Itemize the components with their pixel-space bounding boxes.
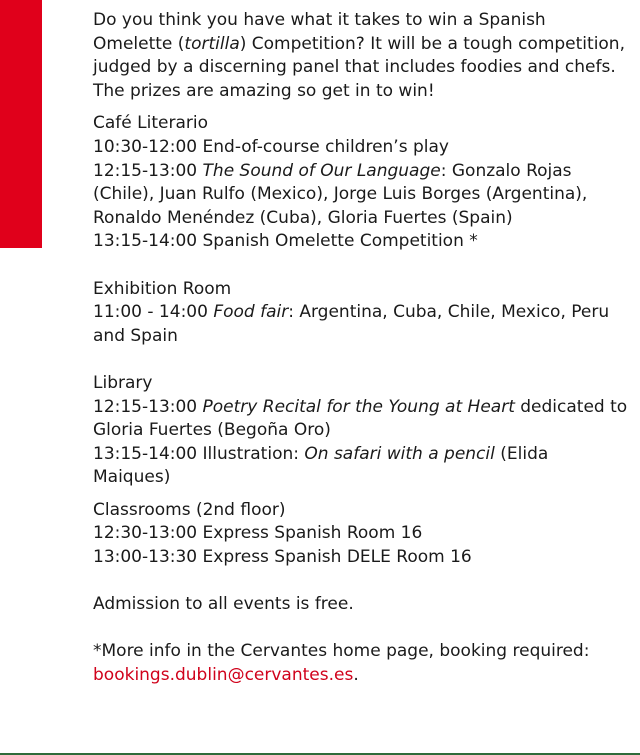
- event-item: 12:15-13:00 Poetry Recital for the Young at Heart dedicated to Gloria Fuertes (Begoña Oro): [93, 396, 628, 441]
- event-item: 13:15-14:00 Illustration: On safari with a pencil (Elida Maiques): [93, 443, 549, 488]
- event-item: 12:15-13:00 The Sound of Our Language: Gonzalo Rojas (Chile), Juan Rulfo (Mexico), Jorge Luis Borges (Argentina), Ronaldo Menéndez (Cuba), Gloria Fuertes (Spain): [93, 160, 588, 228]
- event-programme: [93, 9, 628, 688]
- section-classrooms: [93, 499, 628, 570]
- tortilla-term: tortilla: [184, 33, 240, 54]
- section-title: Library: [93, 372, 153, 393]
- section-cafe-literario: [93, 112, 628, 254]
- section-title: Exhibition Room: [93, 278, 232, 299]
- more-info-note: *More info in the Cervantes home page, booking required: bookings.dublin@cervantes.es.: [93, 641, 590, 686]
- event-item: 10:30-12:00 End-of-course children’s play: [93, 136, 449, 157]
- event-item: 13:00-13:30 Express Spanish DELE Room 16: [93, 547, 472, 568]
- section-library: [93, 372, 628, 490]
- booking-email-link[interactable]: bookings.dublin@cervantes.es: [93, 665, 354, 686]
- section-title: Café Literario: [93, 113, 208, 134]
- red-accent-bar: [0, 0, 42, 248]
- event-item: 11:00 - 14:00 Food fair: Argentina, Cuba, Chile, Mexico, Peru and Spain: [93, 302, 610, 346]
- admission-note: Admission to all events is free.: [93, 594, 354, 615]
- section-title: Classrooms (2nd floor): [93, 499, 286, 520]
- event-item: 13:15-14:00 Spanish Omelette Competition *: [93, 231, 478, 252]
- section-exhibition-room: [93, 278, 628, 349]
- event-item: 12:30-13:00 Express Spanish Room 16: [93, 523, 423, 544]
- intro-paragraph: Do you think you have what it takes to win a Spanish Omelette (tortilla) Competition? It will be a tough competition, judged by a discerning panel that includes foodies and chefs. The prizes are amazing so get in to win!: [93, 10, 625, 101]
